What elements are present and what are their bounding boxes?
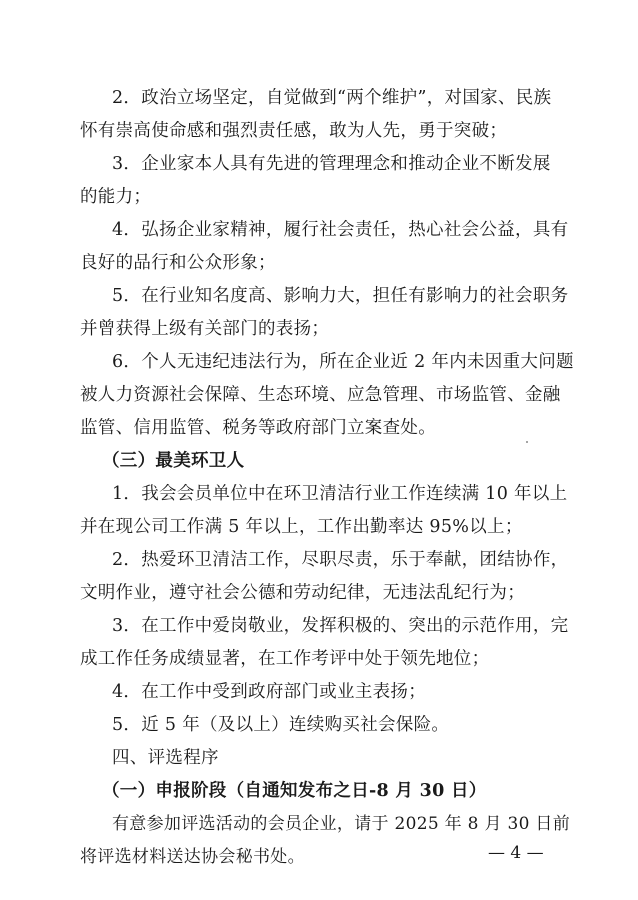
paragraph-line: 2．热爱环卫清洁工作，尽职尽责，乐于奉献，团结协作， <box>112 550 569 570</box>
paragraph-line: 3．企业家本人具有先进的管理理念和推动企业不断发展 <box>112 154 551 174</box>
paragraph-line: 有意参加评选活动的会员企业，请于 2025 年 8 月 30 日前 <box>112 814 571 834</box>
paragraph-line: 怀有崇高使命感和强烈责任感，敢为人先，勇于突破； <box>80 121 508 141</box>
paragraph-line: 3．在工作中爱岗敬业，发挥积极的、突出的示范作用，完 <box>112 616 569 636</box>
paragraph-line: 文明作业，遵守社会公德和劳动纪律，无违法乱纪行为； <box>80 583 525 603</box>
paragraph-line: 6．个人无违纪违法行为，所在企业近 2 年内未因重大问题 <box>112 352 574 372</box>
scan-speck <box>526 441 528 443</box>
paragraph-line: 4．弘扬企业家精神，履行社会责任，热心社会公益，具有 <box>112 220 569 240</box>
paragraph-line: 良好的品行和公众形象； <box>80 253 276 273</box>
section-heading: 四、评选程序 <box>112 748 219 768</box>
paragraph-line: 并在现公司工作满 5 年以上，工作出勤率达 95%以上； <box>80 517 523 537</box>
paragraph-line: 将评选材料送达协会秘书处。 <box>80 847 305 867</box>
paragraph-line: 成工作任务成绩显著，在工作考评中处于领先地位； <box>80 649 490 669</box>
paragraph-line: 监管、信用监管、税务等政府部门立案查处。 <box>80 418 436 438</box>
paragraph-line: 5．在行业知名度高、影响力大，担任有影响力的社会职务 <box>112 286 569 306</box>
paragraph-line: 1．我会会员单位中在环卫清洁行业工作连续满 10 年以上 <box>112 484 568 504</box>
section-heading: （三）最美环卫人 <box>102 451 245 471</box>
paragraph-line: 并曾获得上级有关部门的表扬； <box>80 319 330 339</box>
paragraph-line: 2．政治立场坚定，自觉做到“两个维护”，对国家、民族 <box>112 88 552 108</box>
paragraph-line: 的能力； <box>80 187 152 207</box>
paragraph-line: 5．近 5 年（及以上）连续购买社会保险。 <box>112 715 450 735</box>
paragraph-line: 4．在工作中受到政府部门或业主表扬； <box>112 682 427 702</box>
page-number: — 4 — <box>488 843 544 863</box>
paragraph-line: 被人力资源社会保障、生态环境、应急管理、市场监管、金融 <box>80 385 561 405</box>
subsection-heading: （一）申报阶段（自通知发布之日-8 月 30 日） <box>102 781 487 801</box>
